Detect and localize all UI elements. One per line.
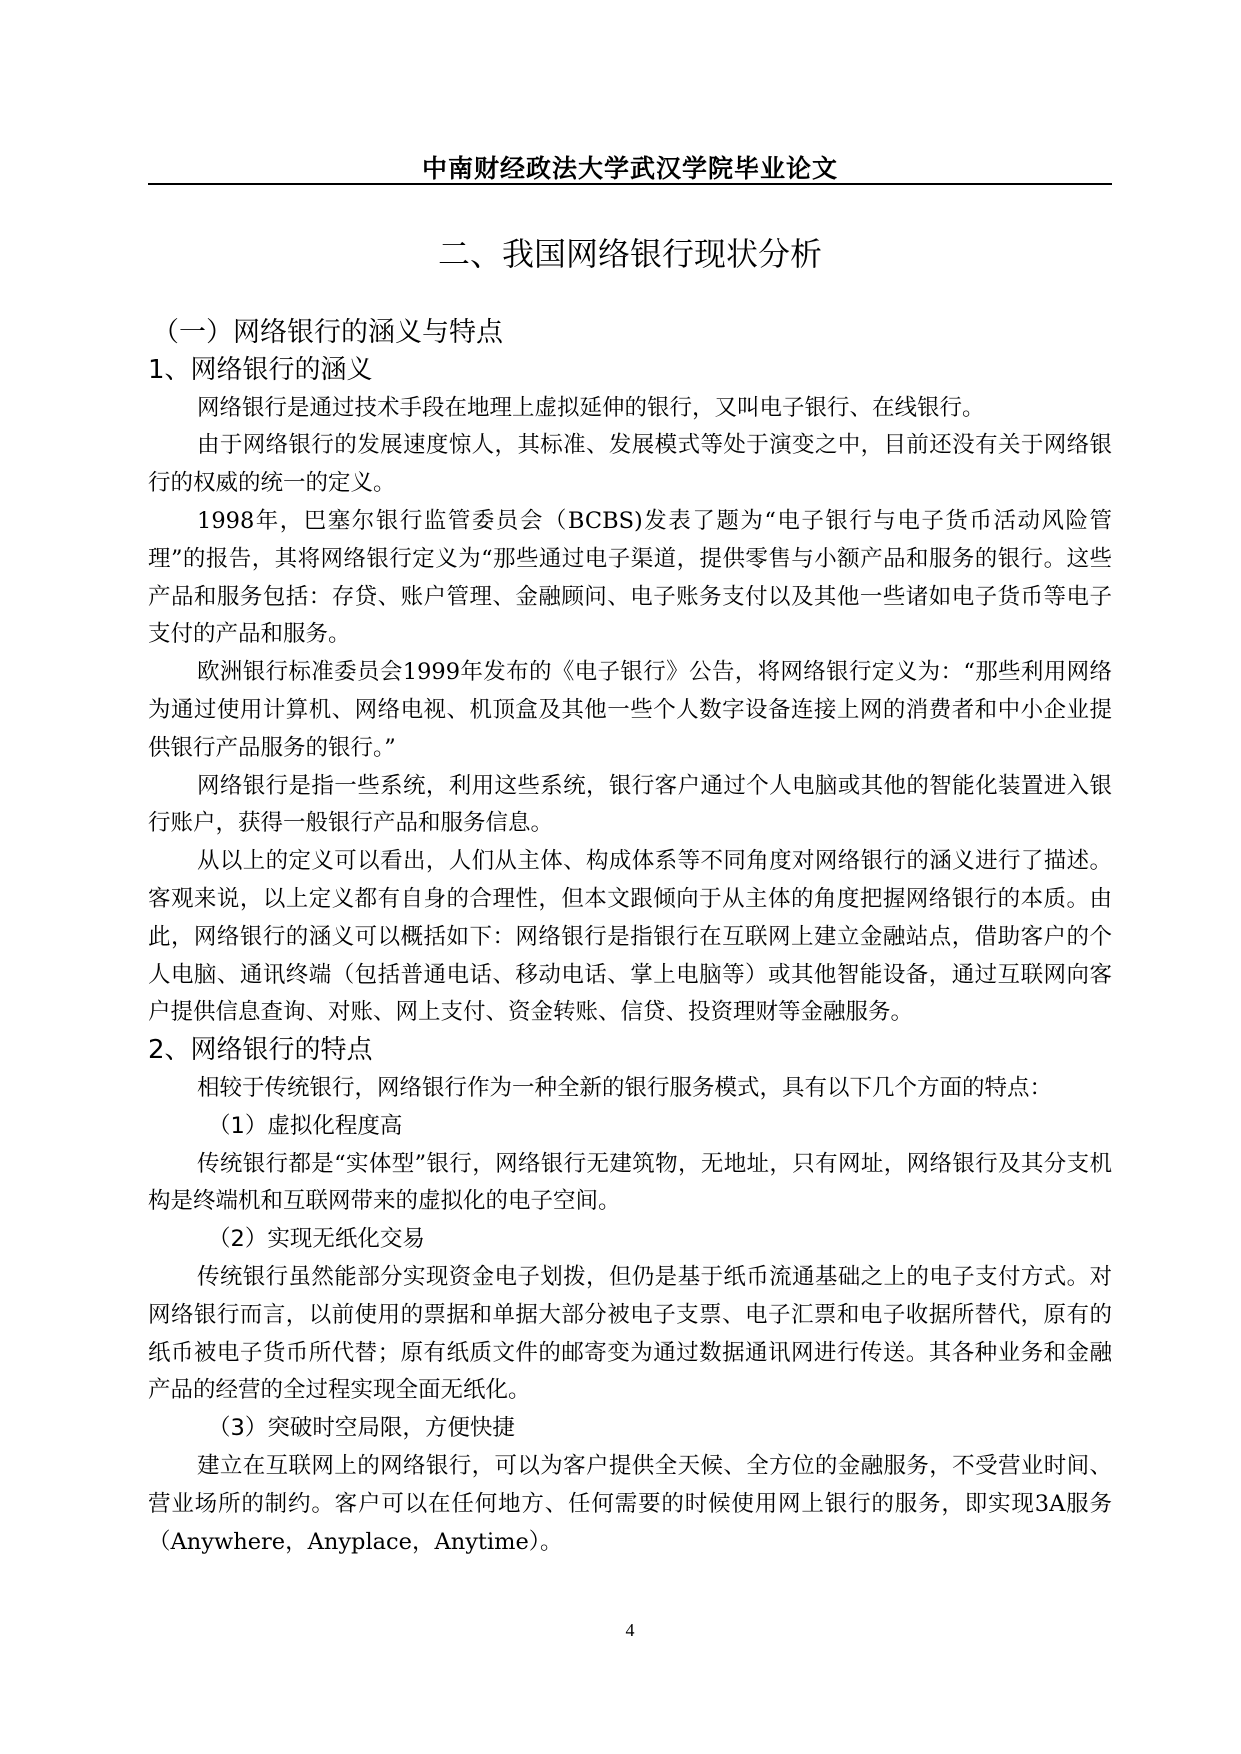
paragraph: 欧洲银行标准委员会1999年发布的《电子银行》公告，将网络银行定义为：“那些利用网络为通过使用计算机、网络电视、机顶盒及其他一些个人数字设备连接上网的消费者和中小企业提供银行产品服务的银行。” [148,659,1112,761]
page-number: 4 [625,1620,635,1640]
paragraph: 1998年，巴塞尔银行监管委员会（BCBS)发表了题为“电子银行与电子货币活动风险管理”的报告，其将网络银行定义为“那些通过电子渠道，提供零售与小额产品和服务的银行。这些产品和服务包括：存贷、账户管理、金融顾问、电子账务支付以及其他一些诸如电子货币等电子支付的产品和服务。 [148,507,1112,648]
paragraph: 从以上的定义可以看出，人们从主体、构成体系等不同角度对网络银行的涵义进行了描述。客观来说，以上定义都有自身的合理性，但本文跟倾向于从主体的角度把握网络银行的本质。由此，网络银行的涵义可以概括如下：网络银行是指银行在互联网上建立金融站点，借助客户的个人电脑、通讯终端（包括普通电话、移动电话、掌上电脑等）或其他智能设备，通过互联网向客户提供信息查询、对账、网上支付、资金转账、信贷、投资理财等金融服务。 [148,848,1112,1026]
paragraph: 由于网络银行的发展速度惊人，其标准、发展模式等处于演变之中，目前还没有关于网络银行的权威的统一的定义。 [148,432,1112,497]
subsection-heading-features: 2、网络银行的特点 [148,1035,373,1066]
paragraph: 建立在互联网上的网络银行，可以为客户提供全天候、全方位的金融服务，不受营业时间、营业场所的制约。客户可以在任何地方、任何需要的时候使用网上银行的服务，即实现3A服务（Anywhere，Anyplace，Anytime）。 [148,1452,1112,1555]
feature-heading: （2）实现无纸化交易 [208,1226,425,1253]
feature-heading: （3）突破时空局限，方便快捷 [208,1415,515,1442]
paragraph: 相较于传统银行，网络银行作为一种全新的银行服务模式，具有以下几个方面的特点： [197,1074,1053,1101]
chapter-title: 二、我国网络银行现状分析 [437,235,822,273]
section-heading: （一）网络银行的涵义与特点 [152,317,503,348]
header-rule [148,183,1112,185]
subsection-heading-definition: 1、网络银行的涵义 [148,354,373,385]
paragraph: 网络银行是指一些系统，利用这些系统，银行客户通过个人电脑或其他的智能化装置进入银行账户，获得一般银行产品和服务信息。 [148,772,1112,837]
paragraph: 网络银行是通过技术手段在地理上虚拟延伸的银行，又叫电子银行、在线银行。 [197,394,985,421]
feature-heading: （1）虚拟化程度高 [208,1112,403,1139]
paragraph: 传统银行都是“实体型”银行，网络银行无建筑物，无地址，只有网址，网络银行及其分支机构是终端机和互联网带来的虚拟化的电子空间。 [148,1150,1112,1215]
running-header-title: 中南财经政法大学武汉学院毕业论文 [421,154,838,183]
paragraph: 传统银行虽然能部分实现资金电子划拨，但仍是基于纸币流通基础之上的电子支付方式。对网络银行而言，以前使用的票据和单据大部分被电子支票、电子汇票和电子收据所替代，原有的纸币被电子货币所代替；原有纸质文件的邮寄变为通过数据通讯网进行传送。其各种业务和金融产品的经营的全过程实现全面无纸化。 [148,1263,1112,1404]
document-body [148,314,1112,1561]
